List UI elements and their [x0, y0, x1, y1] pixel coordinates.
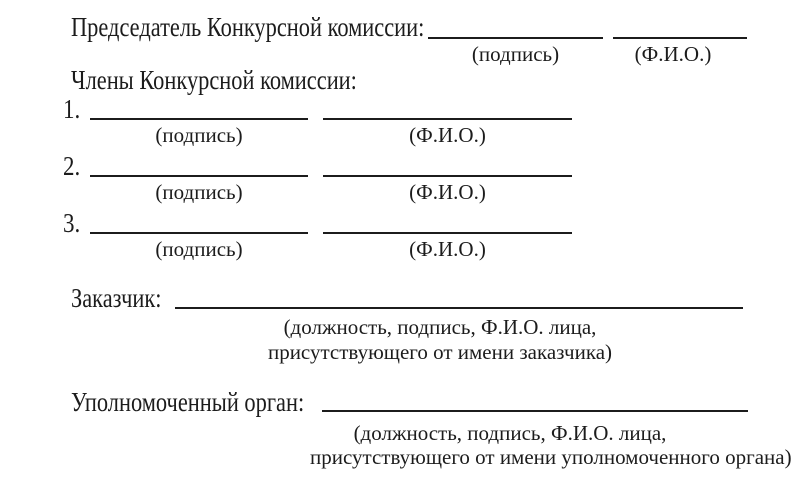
authorized-body-caption-line-2: присутствующего от имени уполномоченного органа): [310, 445, 792, 469]
customer-caption-line-2: присутствующего от имени заказчика): [267, 340, 613, 364]
member-number: 2.: [63, 151, 81, 181]
member-name-line: [323, 118, 572, 120]
members-heading: Члены Конкурсной комиссии:: [71, 65, 357, 95]
member-name-line: [323, 175, 572, 177]
authorized-body-line: [322, 410, 748, 412]
member-number: 3.: [63, 208, 81, 238]
member-signature-caption: (подпись): [155, 180, 243, 204]
member-name-line: [323, 232, 572, 234]
chairman-name-caption: (Ф.И.О.): [634, 42, 712, 66]
customer-caption: [240, 315, 640, 365]
member-signature-line: [90, 118, 308, 120]
chairman-label: Председатель Конкурсной комиссии:: [71, 12, 425, 42]
member-signature-caption: (подпись): [155, 237, 243, 261]
member-name-caption: (Ф.И.О.): [409, 237, 486, 261]
member-name-caption: (Ф.И.О.): [409, 123, 486, 147]
member-signature-caption: (подпись): [155, 123, 243, 147]
customer-label: Заказчик:: [71, 283, 162, 313]
customer-caption-line-1: (должность, подпись, Ф.И.О. лица,: [283, 315, 597, 339]
customer-line: [175, 307, 743, 309]
member-number: 1.: [63, 94, 81, 124]
member-signature-line: [90, 232, 308, 234]
authorized-body-caption: [310, 421, 792, 469]
member-name-caption: (Ф.И.О.): [409, 180, 486, 204]
chairman-signature-line: [428, 37, 603, 39]
authorized-body-label: Уполномоченный орган:: [71, 387, 305, 417]
member-signature-line: [90, 175, 308, 177]
authorized-body-caption-line-1: (должность, подпись, Ф.И.О. лица,: [353, 421, 667, 445]
chairman-signature-caption: (подпись): [471, 42, 560, 66]
chairman-name-line: [613, 37, 747, 39]
